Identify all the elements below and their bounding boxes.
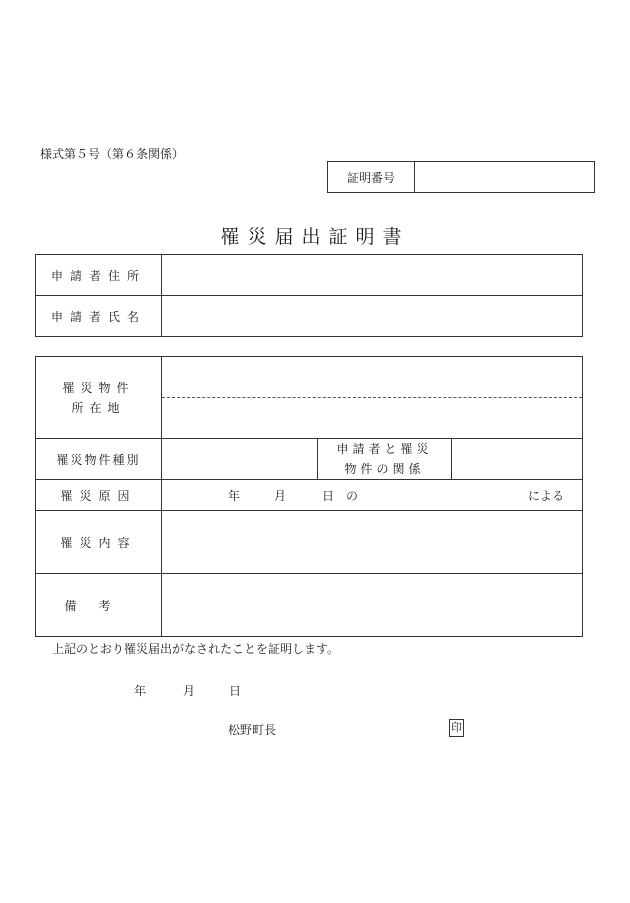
certificate-number-label: 証明番号	[328, 162, 415, 192]
issue-month: 月	[183, 684, 196, 698]
applicant-table	[35, 254, 583, 337]
cause-label: 罹災原因	[36, 480, 162, 511]
certification-statement: 上記のとおり罹災届出がなされたことを証明します。	[52, 642, 340, 656]
cause-year: 年	[228, 488, 241, 503]
cause-month: 月	[274, 488, 287, 503]
location-line-2	[162, 398, 582, 438]
applicant-name-field[interactable]	[162, 296, 583, 337]
certificate-number-box	[327, 161, 595, 193]
property-location-label-line2: 所在地	[71, 400, 126, 415]
location-line-1	[162, 357, 582, 398]
relation-label-line2: 物件の関係	[344, 462, 425, 476]
property-location-field[interactable]	[162, 357, 583, 439]
applicant-address-label: 申請者住所	[36, 255, 162, 296]
cause-day: 日	[322, 488, 335, 503]
remarks-label: 備考	[36, 574, 162, 637]
form-number: 様式第５号（第６条関係）	[40, 147, 185, 161]
applicant-address-field[interactable]	[162, 255, 583, 296]
property-location-label-line1: 罹災物件	[62, 380, 135, 395]
page-title: 罹災届出証明書	[220, 226, 410, 248]
cause-no: の	[346, 488, 359, 503]
cause-date-row	[162, 480, 582, 510]
property-table	[35, 356, 583, 637]
issue-year: 年	[134, 684, 147, 698]
certificate-number-field[interactable]	[415, 162, 594, 192]
remarks-field[interactable]	[162, 574, 583, 637]
applicant-name-label: 申請者氏名	[36, 296, 162, 337]
mayor-title: 松野町長	[228, 723, 277, 737]
relation-field[interactable]	[452, 439, 583, 480]
relation-label-line1: 申請者と罹災	[336, 442, 433, 456]
property-location-label	[36, 357, 162, 439]
cause-field[interactable]	[162, 480, 583, 511]
property-type-label: 罹災物件種別	[36, 439, 162, 480]
issue-day: 日	[229, 684, 242, 698]
content-field[interactable]	[162, 511, 583, 574]
content-label: 罹災内容	[36, 511, 162, 574]
cause-suffix: による	[527, 488, 564, 503]
relation-label	[318, 439, 452, 480]
property-type-field[interactable]	[162, 439, 318, 480]
seal-mark: 印	[449, 719, 464, 737]
